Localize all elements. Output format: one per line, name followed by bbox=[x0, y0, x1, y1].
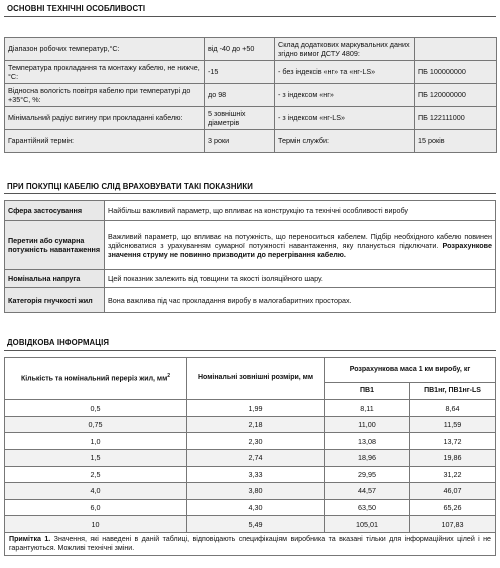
features-cell: Склад додаткових маркувальних даних згідно вимог ДСТУ 4809: bbox=[275, 37, 415, 60]
features-row bbox=[5, 37, 497, 60]
reference-cell: 11,59 bbox=[410, 416, 496, 433]
reference-cell: 8,64 bbox=[410, 400, 496, 417]
features-cell: Діапазон робочих температур,°С: bbox=[5, 37, 205, 60]
features-cell: від -40 до +50 bbox=[205, 37, 275, 60]
purchase-table bbox=[4, 200, 496, 313]
reference-cell: 0,75 bbox=[5, 416, 187, 433]
features-cell: 15 років bbox=[415, 129, 497, 152]
reference-cell: 31,22 bbox=[410, 466, 496, 483]
features-cell: 3 роки bbox=[205, 129, 275, 152]
divider bbox=[4, 16, 496, 17]
reference-row bbox=[5, 499, 496, 516]
divider bbox=[4, 193, 496, 194]
section-title-reference: ДОВІДКОВА ІНФОРМАЦІЯ bbox=[7, 338, 110, 348]
features-row bbox=[5, 83, 497, 106]
reference-cell: 63,50 bbox=[325, 499, 410, 516]
reference-cell: 4,30 bbox=[187, 499, 325, 516]
reference-cell: 11,00 bbox=[325, 416, 410, 433]
purchase-row bbox=[5, 221, 496, 270]
reference-table bbox=[4, 357, 496, 533]
features-table bbox=[4, 37, 497, 153]
features-row bbox=[5, 129, 497, 152]
reference-cell: 2,74 bbox=[187, 449, 325, 466]
purchase-text-body: Цей показник залежить від товщини та якості ізоляційного шару. bbox=[108, 274, 323, 284]
purchase-row bbox=[5, 288, 496, 313]
features-cell: - без індексів «нг» та «нг-LS» bbox=[275, 60, 415, 83]
features-cell: - з індексом «нг-LS» bbox=[275, 106, 415, 129]
reference-cell: 46,07 bbox=[410, 483, 496, 500]
reference-cell: 3,80 bbox=[187, 483, 325, 500]
divider bbox=[4, 350, 496, 351]
reference-row bbox=[5, 516, 496, 533]
col-header-mass: Розрахункова маса 1 км виробу, кг bbox=[325, 358, 496, 383]
features-cell: Відносна вологість повітря кабелю при температурі до +35°С, %: bbox=[5, 83, 205, 106]
reference-cell: 4,0 bbox=[5, 483, 187, 500]
col-header-cores-sup: 2 bbox=[167, 373, 171, 380]
features-cell: ПБ 122111000 bbox=[415, 106, 497, 129]
reference-row bbox=[5, 416, 496, 433]
reference-row bbox=[5, 449, 496, 466]
col-header-dimensions: Номінальні зовнішні розміри, мм bbox=[187, 358, 325, 400]
features-cell: Температура прокладання та монтажу кабелю, не нижче,°С: bbox=[5, 60, 205, 83]
reference-cell: 2,5 bbox=[5, 466, 187, 483]
reference-cell: 5,49 bbox=[187, 516, 325, 533]
reference-row bbox=[5, 400, 496, 417]
col-header-cores bbox=[5, 358, 187, 400]
features-cell: до 98 bbox=[205, 83, 275, 106]
reference-cell: 13,72 bbox=[410, 433, 496, 450]
features-cell: 5 зовнішніх діаметрів bbox=[205, 106, 275, 129]
col-header-pv1ng: ПВ1нг, ПВ1нг-LS bbox=[410, 383, 496, 400]
purchase-label: Номінальна напруга bbox=[5, 270, 105, 288]
purchase-text bbox=[105, 288, 496, 313]
features-cell bbox=[415, 37, 497, 60]
note-label: Примітка 1. bbox=[9, 534, 51, 543]
col-header-cores-text: Кількість та номінальний переріз жил, мм bbox=[20, 375, 168, 383]
reference-cell: 2,30 bbox=[187, 433, 325, 450]
reference-cell: 29,95 bbox=[325, 466, 410, 483]
col-header-pv1: ПВ1 bbox=[325, 383, 410, 400]
features-cell: -15 bbox=[205, 60, 275, 83]
section-title-features: ОСНОВНІ ТЕХНІЧНІ ОСОБЛИВОСТІ bbox=[7, 4, 146, 13]
reference-cell: 65,26 bbox=[410, 499, 496, 516]
reference-cell: 0,5 bbox=[5, 400, 187, 417]
reference-row bbox=[5, 433, 496, 450]
reference-cell: 105,01 bbox=[325, 516, 410, 533]
section-title-purchase: ПРИ ПОКУПЦІ КАБЕЛЮ СЛІД ВРАХОВУВАТИ ТАКІ ПОКАЗНИКИ bbox=[7, 181, 253, 191]
purchase-text-body: Вона важлива під час прокладання виробу в малогабаритних просторах. bbox=[108, 295, 352, 305]
reference-row bbox=[5, 466, 496, 483]
reference-cell: 8,11 bbox=[325, 400, 410, 417]
reference-cell: 10 bbox=[5, 516, 187, 533]
purchase-text bbox=[105, 201, 496, 221]
purchase-label: Сфера застосування bbox=[5, 201, 105, 221]
purchase-label: Категорія гнучкості жил bbox=[5, 288, 105, 313]
reference-cell: 107,83 bbox=[410, 516, 496, 533]
reference-cell: 3,33 bbox=[187, 466, 325, 483]
table-note bbox=[4, 533, 496, 556]
features-cell: - з індексом «нг» bbox=[275, 83, 415, 106]
reference-cell: 1,99 bbox=[187, 400, 325, 417]
reference-cell: 18,96 bbox=[325, 449, 410, 466]
note-text: Значення, які наведені в даній таблиці, відповідають специфікаціям виробника та вказані тільки для інформаційних цілей і не гарантуються. Можливі технічні зміни. bbox=[9, 534, 491, 552]
features-cell: Мінімальний радіус вигину при прокладанні кабелю: bbox=[5, 106, 205, 129]
purchase-label: Перетин або сумарна потужність навантаження bbox=[5, 221, 105, 270]
reference-cell: 6,0 bbox=[5, 499, 187, 516]
purchase-text bbox=[105, 270, 496, 288]
purchase-text-body: Важливий параметр, що впливає на потужність, що переноситься кабелем. Підбір необхідного кабелю повинен здійснюватися з урахуванням сумарної потужності навантаження, яку планується підключати. bbox=[108, 231, 492, 250]
purchase-text bbox=[105, 221, 496, 270]
purchase-text-emphasis: Розрахункове значення струму не повинно призводити до перегрівання кабелю. bbox=[108, 240, 492, 259]
features-cell: ПБ 100000000 bbox=[415, 60, 497, 83]
purchase-row bbox=[5, 201, 496, 221]
features-row bbox=[5, 106, 497, 129]
reference-cell: 13,08 bbox=[325, 433, 410, 450]
features-row bbox=[5, 60, 497, 83]
reference-cell: 44,57 bbox=[325, 483, 410, 500]
features-cell: Гарантійний термін: bbox=[5, 129, 205, 152]
reference-cell: 1,0 bbox=[5, 433, 187, 450]
reference-cell: 2,18 bbox=[187, 416, 325, 433]
purchase-text-body: Найбільш важливий параметр, що впливає на конструкцію та технічні особливості виробу bbox=[108, 206, 409, 216]
features-cell: Термін служби: bbox=[275, 129, 415, 152]
reference-cell: 1,5 bbox=[5, 449, 187, 466]
purchase-row bbox=[5, 270, 496, 288]
reference-row bbox=[5, 483, 496, 500]
reference-cell: 19,86 bbox=[410, 449, 496, 466]
features-cell: ПБ 120000000 bbox=[415, 83, 497, 106]
